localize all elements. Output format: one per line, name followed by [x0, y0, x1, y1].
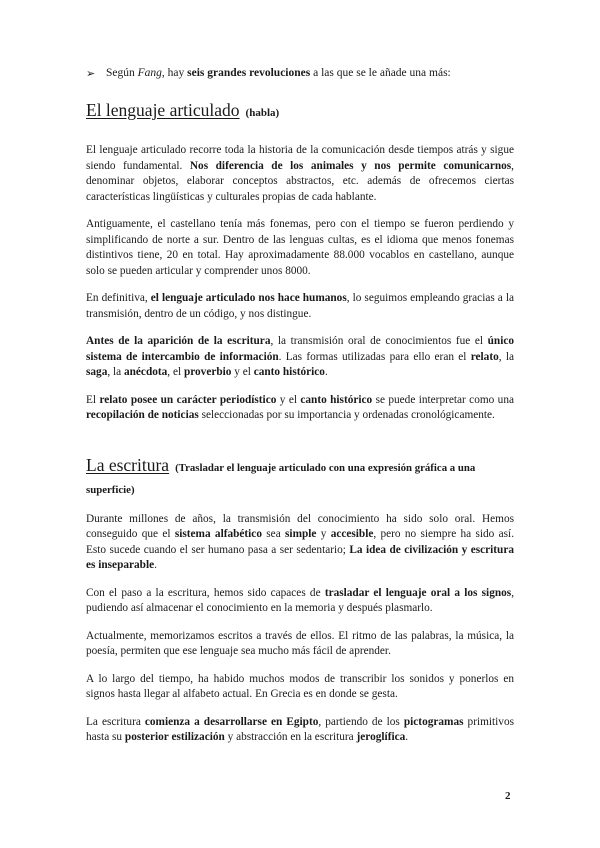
section-heading-lenguaje [86, 96, 514, 123]
paragraph-lenguaje-2: Antiguamente, el castellano tenía más fonemas, pero con el tiempo se fueron perdiendo y simplificando de norte a sur. Dentro de las lenguas cultas, es el idioma que menos fonemas distintivos tiene, 20 en total. Hay aproximadamente 88.000 vocablos en castellano, aunque solo se pueden articular y comprender unos 8000. [86, 218, 514, 277]
page-content [86, 66, 514, 758]
intro-pre: Según [106, 67, 138, 79]
section-subtitle-escritura: (Trasladar el lenguaje articulado con una expresión gráfica a una superficie) [86, 461, 476, 496]
intro-line [86, 66, 514, 81]
intro-bold: seis grandes revoluciones [187, 67, 311, 79]
paragraph-escritura-3: Actualmente, memorizamos escritos a través de ellos. El ritmo de las palabras, la música, la poesía, permiten que ese lenguaje sea mucho más fácil de aprender. [86, 629, 514, 657]
paragraph-escritura-4: A lo largo del tiempo, ha habido muchos modos de transcribir los sonidos y ponerlos en signos hasta llegar al alfabeto actual. En Grecia es en donde se gesta. [86, 672, 514, 700]
intro-text [106, 66, 451, 81]
paragraph-lenguaje-1: El lenguaje articulado recorre toda la historia de la comunicación desde tiempos atrás y sigue siendo fundamental. Nos diferencia de los animales y nos permite comunicarnos, denominar objetos, elaborar conceptos abstractos, etc. además de ofrecemos ciertas características lingüísticas y culturales propias de cada hablante. [86, 144, 514, 203]
paragraph-escritura-1: Durante millones de años, la transmisión del conocimiento ha sido solo oral. Hemos conseguido que el sistema alfabético sea simple y accesible, pero no siempre ha sido así. Esto sucede cuando el ser humano pasa a ser sedentario; La idea de civilización y escritura es inseparable. [86, 512, 515, 571]
page-number: 2 [505, 790, 511, 802]
arrow-bullet-icon: ➢ [86, 67, 96, 80]
paragraph-lenguaje-4: Antes de la aparición de la escritura, la transmisión oral de conocimientos fue el único sistema de intercambio de información. Las formas utilizadas para ello eran el relato, la saga, la anécdota, el proverbio y el canto histórico. [86, 335, 515, 378]
paragraph-escritura-5: La escritura comienza a desarrollarse en Egipto, partiendo de los pictogramas primitivos hasta su posterior estilización y abstracción en la escritura jeroglífica. [86, 715, 514, 743]
intro-mid: , hay [161, 67, 188, 79]
section-title-escritura: La escritura [86, 454, 170, 475]
paragraph-escritura-2: Con el paso a la escritura, hemos sido capaces de trasladar el lenguaje oral a los signos, pudiendo así almacenar el conocimiento en la memoria y después plasmarlo. [86, 586, 515, 614]
intro-fang: Fang [137, 67, 162, 79]
paragraph-lenguaje-5: El relato posee un carácter periodístico y el canto histórico se puede interpretar como una recopilación de noticias seleccionadas por su importancia y ordenadas cronológicamente. [86, 393, 514, 421]
paragraph-lenguaje-3: En definitiva, el lenguaje articulado nos hace humanos, lo seguimos empleando gracias a la transmisión, dentro de un código, y nos distingue. [86, 292, 514, 320]
section-title-lenguaje: El lenguaje articulado [86, 100, 240, 120]
section-heading-escritura [86, 454, 514, 499]
section-subtitle-habla: (habla) [245, 107, 280, 119]
intro-post: a las que se le añade una más: [310, 67, 451, 79]
